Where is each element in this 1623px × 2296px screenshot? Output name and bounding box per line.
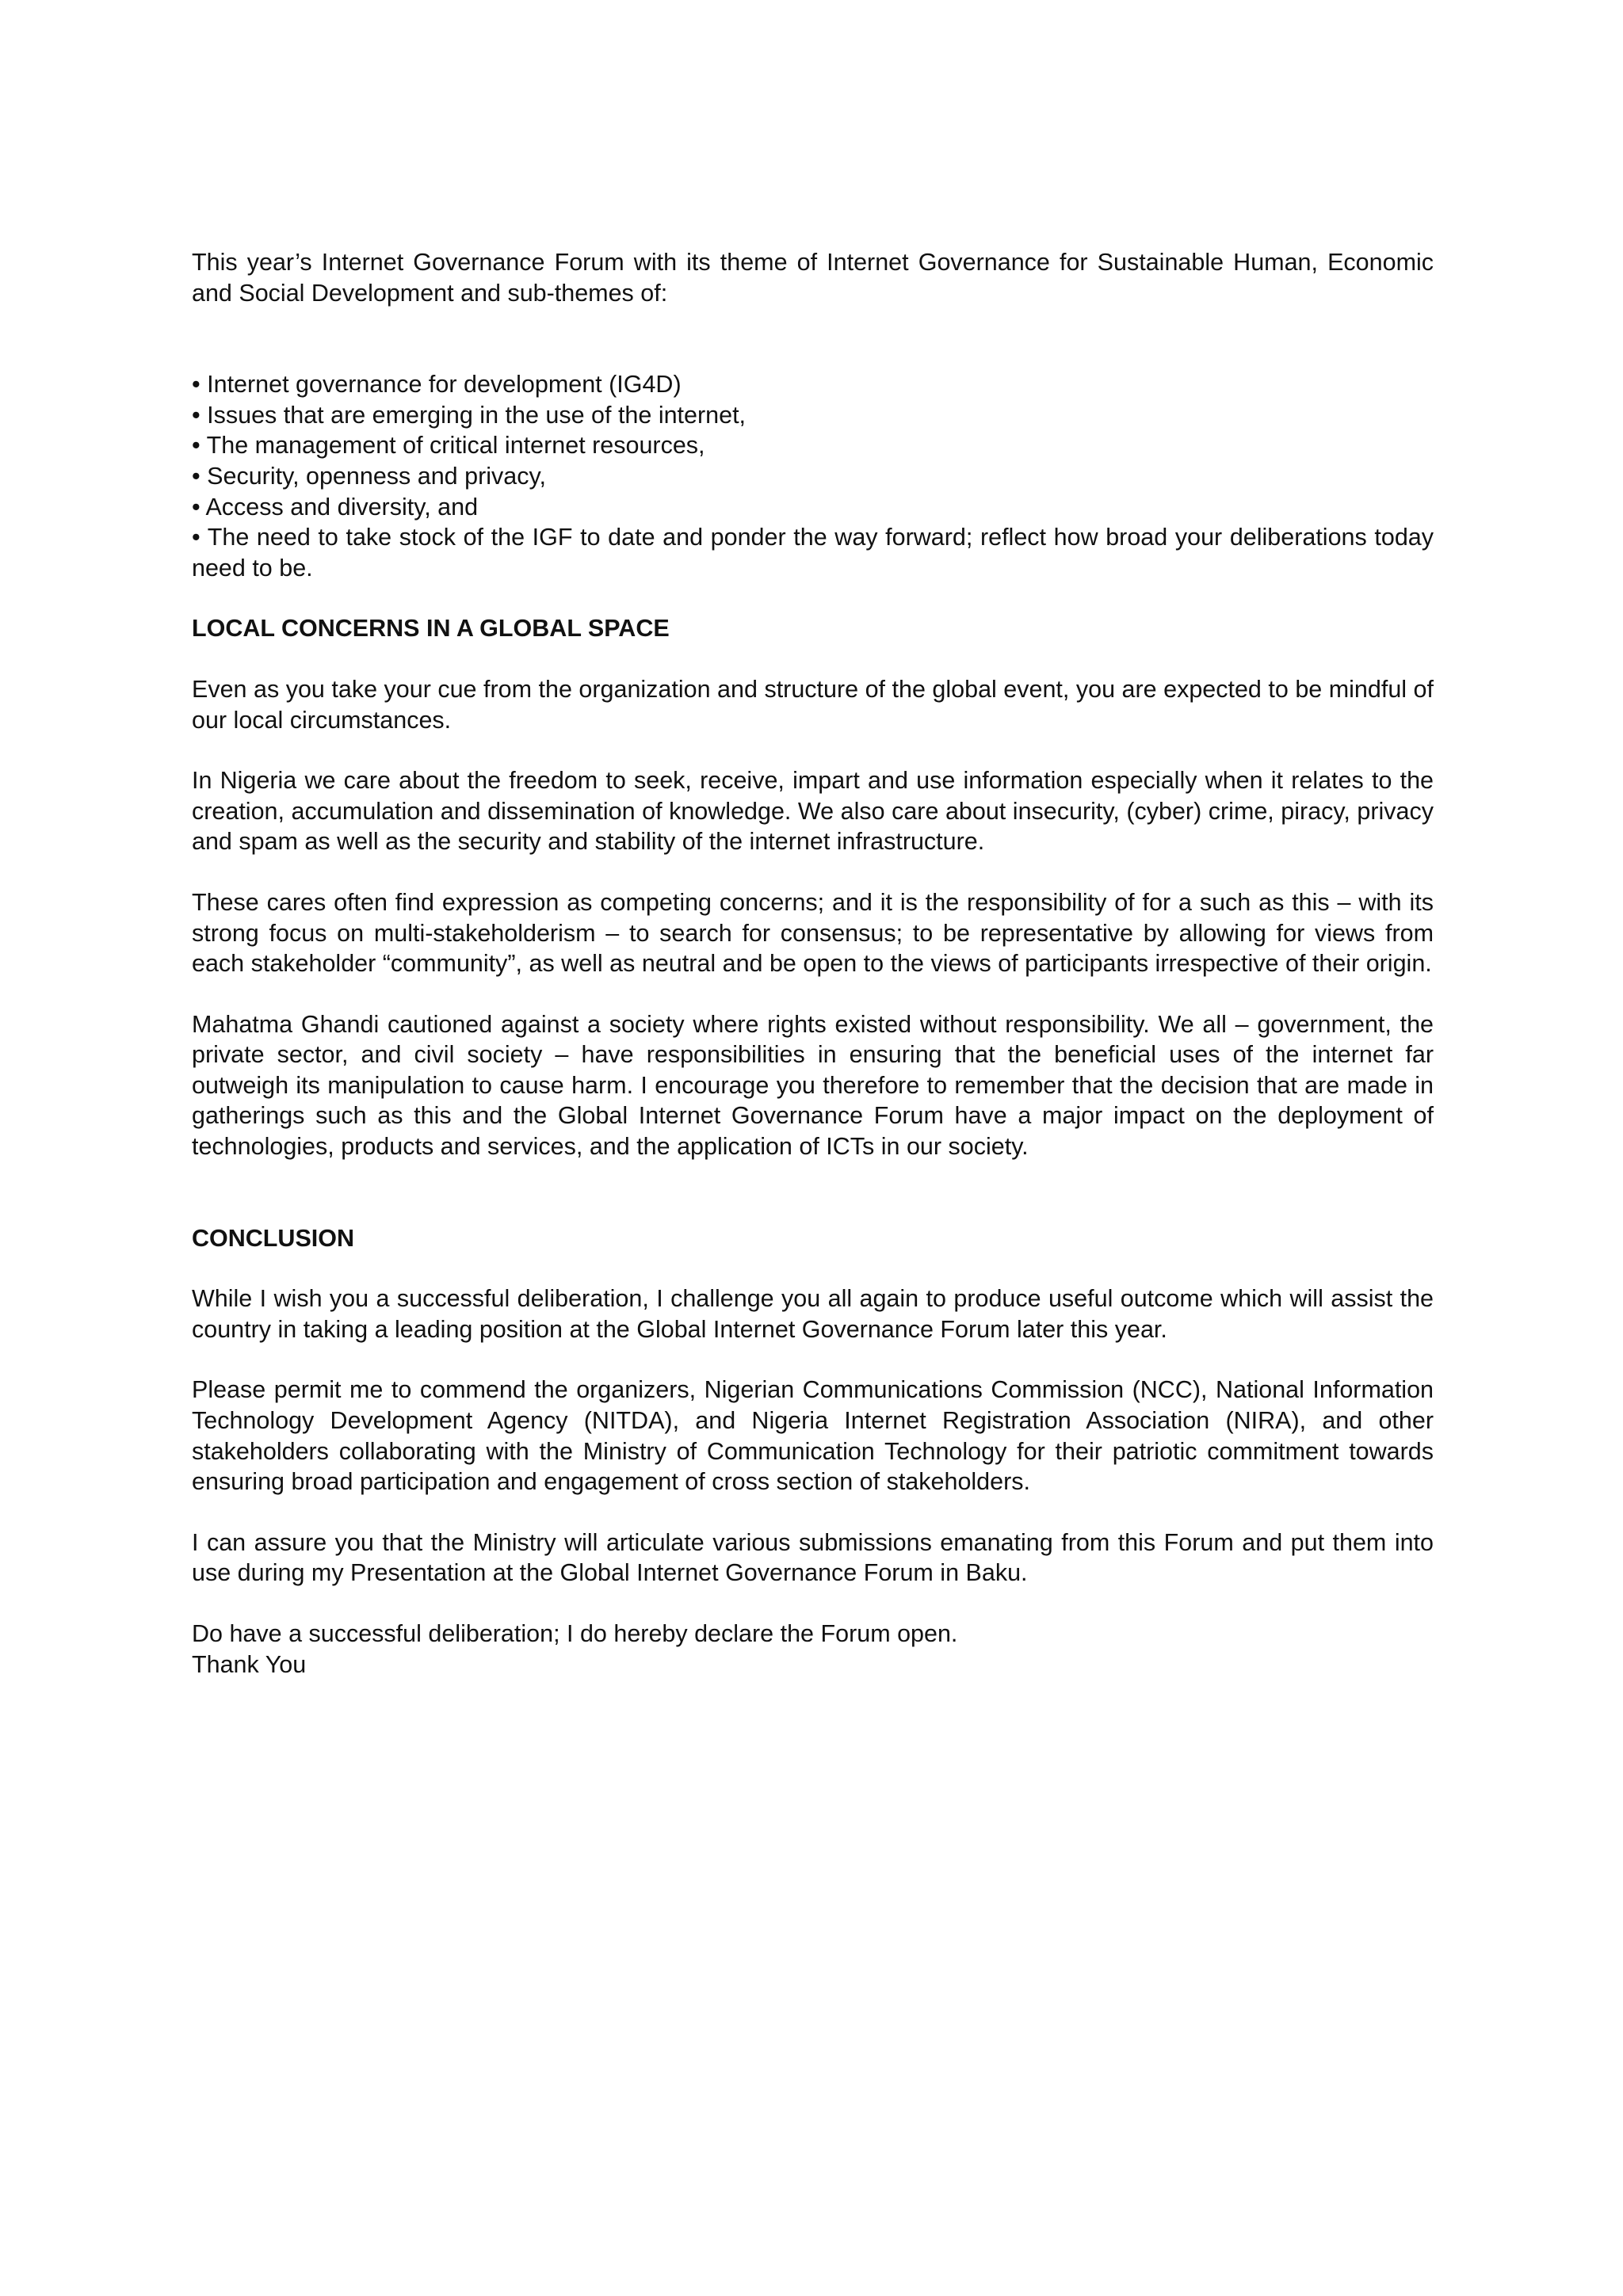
subtheme-item: • The need to take stock of the IGF to date and ponder the way forward; reflect how broad your deliberations today need to be. bbox=[192, 524, 1434, 582]
closing-line: Do have a successful deliberation; I do hereby declare the Forum open. bbox=[192, 1620, 958, 1647]
subtheme-item: • Issues that are emerging in the use of the internet, bbox=[192, 401, 747, 429]
thank-you-line: Thank You bbox=[192, 1650, 307, 1678]
paragraph: Please permit me to commend the organizers, Nigerian Communications Commission (NCC), National Information Technology Development Agency (NITDA), and Nigeria Internet Registration Association (NIRA), and other stakeholders collaborating with the Ministry of Communication Technology for their patriotic commitment towards ensuring broad participation and engagement of cross section of stakeholders. bbox=[192, 1376, 1434, 1496]
document-body bbox=[192, 247, 1434, 1680]
paragraph: These cares often find expression as competing concerns; and it is the responsibility of for a such as this – with its strong focus on multi-stakeholderism – to search for consensus; to be representative by allowing for views from each stakeholder “community”, as well as neutral and be open to the views of participants irrespective of their origin. bbox=[192, 888, 1434, 978]
subtheme-item: • Access and diversity, and bbox=[192, 493, 479, 521]
subtheme-item: • Security, openness and privacy, bbox=[192, 462, 546, 490]
paragraph: While I wish you a successful deliberation, I challenge you all again to produce useful outcome which will assist the country in taking a leading position at the Global Internet Governance Forum later this year. bbox=[192, 1285, 1434, 1343]
subtheme-item: • Internet governance for development (IG4D) bbox=[192, 371, 682, 399]
subtheme-item: • The management of critical internet resources, bbox=[192, 432, 705, 460]
section-heading-local-concerns: LOCAL CONCERNS IN A GLOBAL SPACE bbox=[192, 615, 670, 643]
subtheme-list bbox=[192, 369, 1434, 583]
intro-paragraph: This year’s Internet Governance Forum with its theme of Internet Governance for Sustainable Human, Economic and Social Development and sub-themes of: bbox=[192, 249, 1434, 307]
paragraph: Even as you take your cue from the organization and structure of the global event, you are expected to be mindful of our local circumstances. bbox=[192, 675, 1434, 734]
paragraph: Mahatma Ghandi cautioned against a society where rights existed without responsibility. We all – government, the private sector, and civil society – have responsibilities in ensuring that the beneficial uses of the internet far outweigh its manipulation to cause harm. I encourage you therefore to remember that the decision that are made in gatherings such as this and the Global Internet Governance Forum have a major impact on the deployment of technologies, products and services, and the application of ICTs in our society. bbox=[192, 1010, 1434, 1161]
paragraph: In Nigeria we care about the freedom to seek, receive, impart and use information especially when it relates to the creation, accumulation and dissemination of knowledge. We also care about insecurity, (cyber) crime, piracy, privacy and spam as well as the security and stability of the internet infrastructure. bbox=[192, 767, 1434, 856]
paragraph: I can assure you that the Ministry will articulate various submissions emanating from this Forum and put them into use during my Presentation at the Global Internet Governance Forum in Baku. bbox=[192, 1528, 1434, 1587]
section-heading-conclusion: CONCLUSION bbox=[192, 1224, 355, 1252]
